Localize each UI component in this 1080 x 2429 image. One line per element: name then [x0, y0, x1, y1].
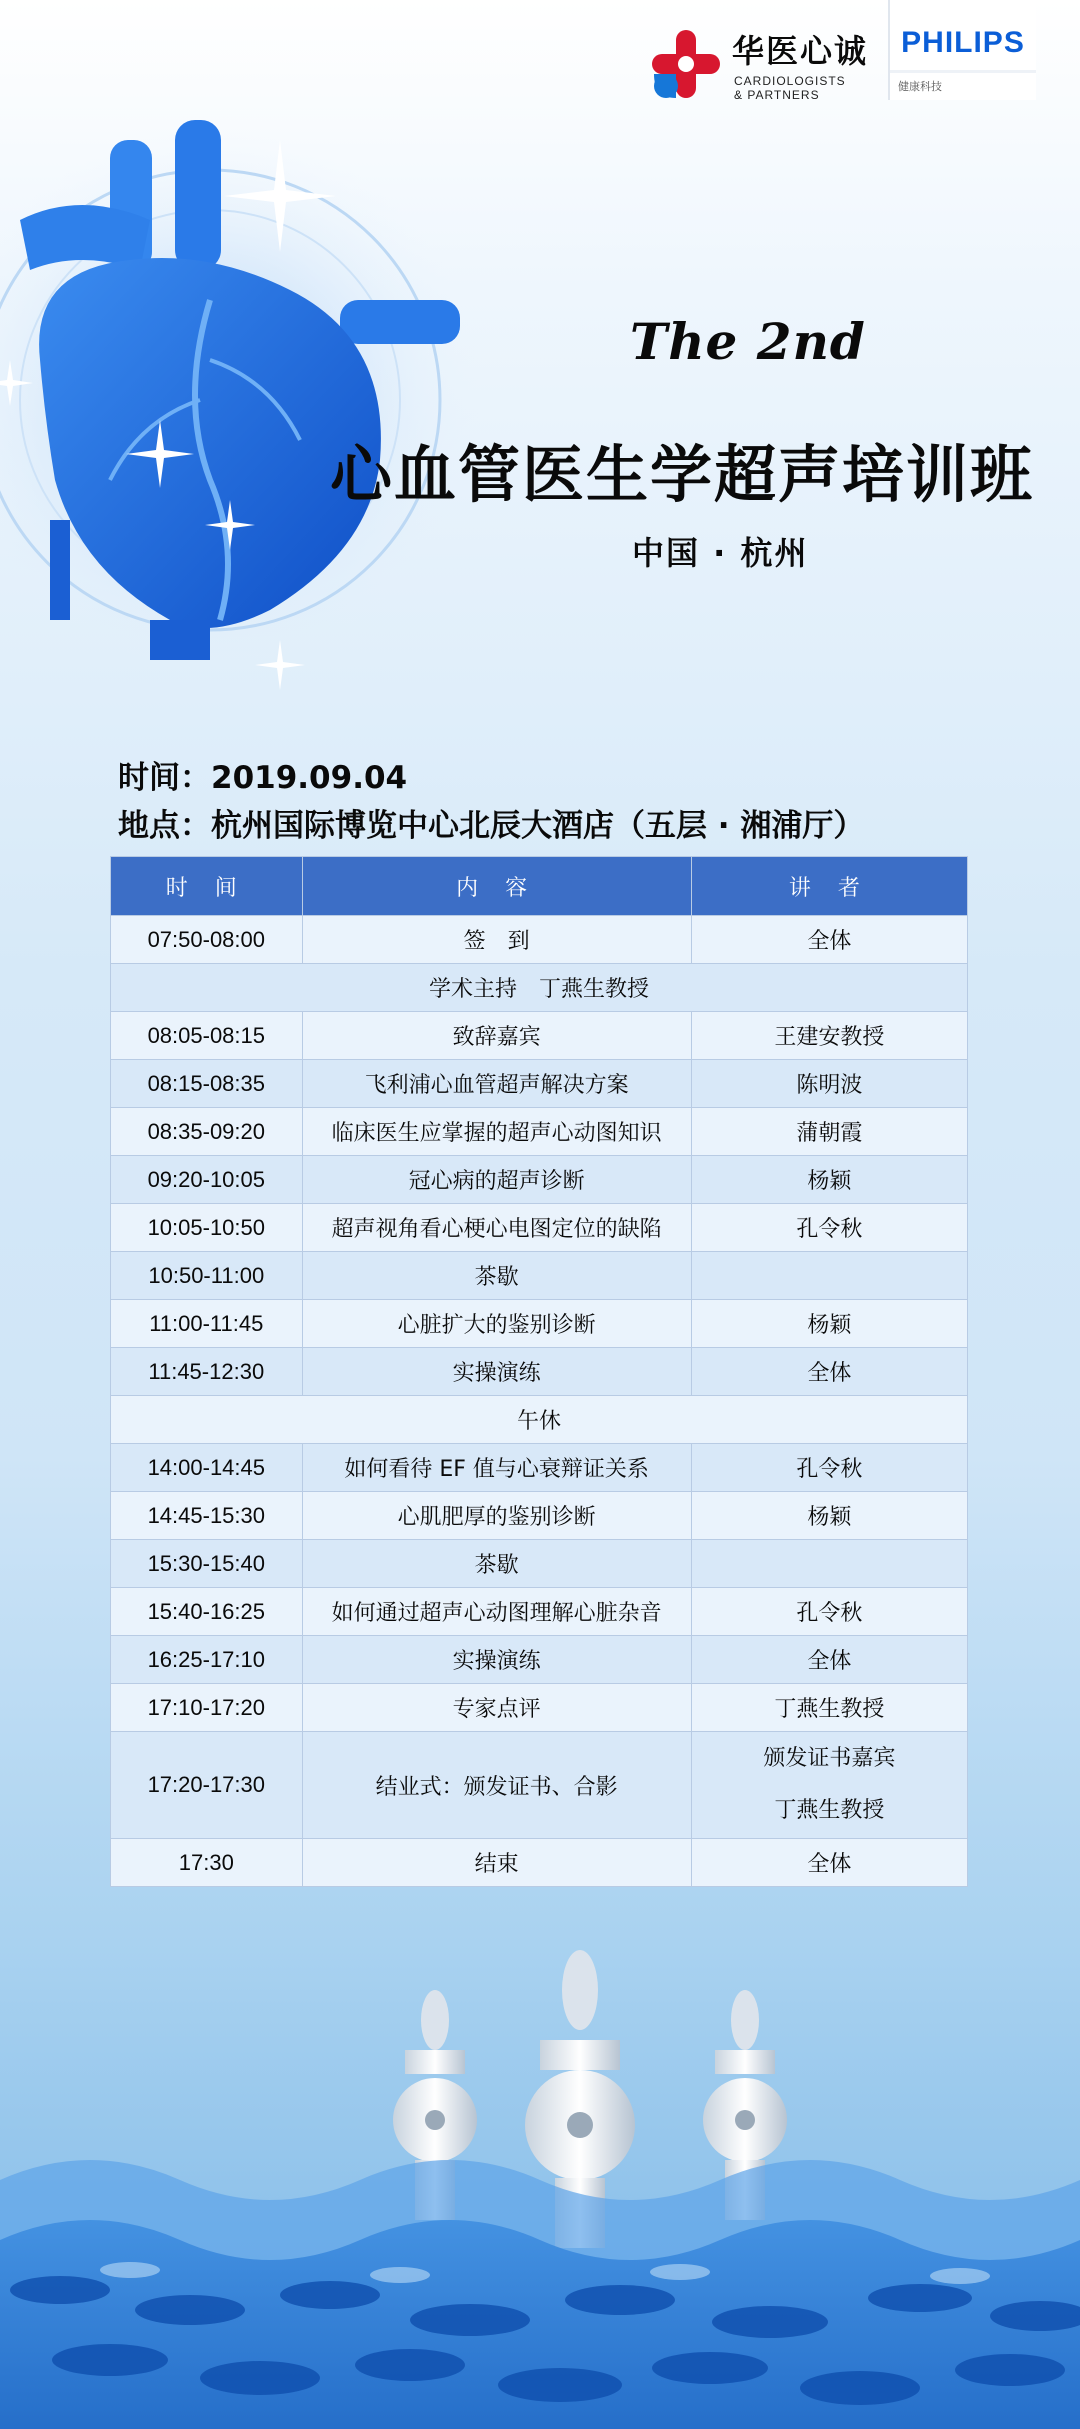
table-row	[111, 1492, 968, 1540]
row-content: 签 到	[302, 916, 691, 964]
row-time: 11:00-11:45	[111, 1300, 303, 1348]
col-header-time: 时 间	[111, 857, 303, 916]
edition-title: The 2nd	[630, 312, 866, 371]
event-venue: 地点：杭州国际博览中心北辰大酒店（五层 · 湘浦厅）	[118, 808, 865, 844]
row-speaker: 全体	[691, 1839, 967, 1887]
row-speaker: 丁燕生教授	[691, 1684, 967, 1732]
col-header-speaker: 讲 者	[691, 857, 967, 916]
table-row	[111, 1204, 968, 1252]
row-time: 09:20-10:05	[111, 1156, 303, 1204]
row-content: 心肌肥厚的鉴别诊断	[302, 1492, 691, 1540]
row-time: 07:50-08:00	[111, 916, 303, 964]
table-header-row	[111, 857, 968, 916]
row-speaker: 颁发证书嘉宾	[763, 1746, 896, 1771]
row-speaker: 全体	[691, 916, 967, 964]
row-content: 超声视角看心梗心电图定位的缺陷	[302, 1204, 691, 1252]
row-speaker	[691, 1252, 967, 1300]
row-speaker: 孔令秋	[691, 1444, 967, 1492]
row-content: 结束	[302, 1839, 691, 1887]
row-content: 实操演练	[302, 1348, 691, 1396]
table-row	[111, 1636, 968, 1684]
row-speaker: 杨颖	[691, 1300, 967, 1348]
brand-name-en-2: & PARTNERS	[734, 88, 820, 102]
row-time: 14:45-15:30	[111, 1492, 303, 1540]
row-content: 心脏扩大的鉴别诊断	[302, 1300, 691, 1348]
row-time: 08:15-08:35	[111, 1060, 303, 1108]
row-time: 15:30-15:40	[111, 1540, 303, 1588]
row-content: 结业式：颁发证书、合影	[302, 1732, 691, 1839]
row-content: 如何看待 EF 值与心衰辩证关系	[302, 1444, 691, 1492]
row-speaker: 全体	[691, 1636, 967, 1684]
table-row	[111, 1300, 968, 1348]
brand-name-en: CARDIOLOGISTS	[734, 74, 846, 88]
table-row	[111, 1060, 968, 1108]
row-speaker: 全体	[691, 1348, 967, 1396]
row-speaker-multi	[691, 1732, 967, 1839]
philips-divider	[890, 70, 1036, 73]
philips-logo	[888, 0, 1036, 100]
row-time: 17:20-17:30	[111, 1732, 303, 1839]
table-row	[111, 1348, 968, 1396]
row-content: 茶歇	[302, 1252, 691, 1300]
row-content: 临床医生应掌握的超声心动图知识	[302, 1108, 691, 1156]
row-span-note: 学术主持 丁燕生教授	[111, 964, 968, 1012]
row-content: 飞利浦心血管超声解决方案	[302, 1060, 691, 1108]
pagoda-waves-illustration	[0, 1950, 1080, 2429]
row-content: 实操演练	[302, 1636, 691, 1684]
medical-cross-logo-icon	[650, 28, 722, 100]
row-speaker: 陈明波	[691, 1060, 967, 1108]
row-content: 如何通过超声心动图理解心脏杂音	[302, 1588, 691, 1636]
row-time: 17:10-17:20	[111, 1684, 303, 1732]
brand-name-cn: 华医心诚	[732, 32, 869, 70]
table-row	[111, 1540, 968, 1588]
row-content: 茶歇	[302, 1540, 691, 1588]
table-row	[111, 964, 968, 1012]
table-row	[111, 916, 968, 964]
row-time: 17:30	[111, 1839, 303, 1887]
row-speaker-2: 丁燕生教授	[774, 1798, 885, 1823]
hyxc-logo	[650, 22, 900, 102]
row-speaker: 蒲朝霞	[691, 1108, 967, 1156]
row-speaker: 孔令秋	[691, 1204, 967, 1252]
location-subtitle: 中国 · 杭州	[632, 534, 809, 572]
table-row	[111, 1396, 968, 1444]
row-speaker	[691, 1540, 967, 1588]
table-row	[111, 1252, 968, 1300]
row-time: 14:00-14:45	[111, 1444, 303, 1492]
table-row	[111, 1732, 968, 1839]
row-time: 16:25-17:10	[111, 1636, 303, 1684]
row-span-note: 午休	[111, 1396, 968, 1444]
schedule-table	[110, 856, 968, 1887]
table-row	[111, 1156, 968, 1204]
row-time: 10:50-11:00	[111, 1252, 303, 1300]
heart-illustration	[0, 100, 480, 710]
row-time: 08:05-08:15	[111, 1012, 303, 1060]
philips-subtitle: 健康科技	[898, 80, 942, 93]
row-speaker: 杨颖	[691, 1156, 967, 1204]
col-header-content: 内 容	[302, 857, 691, 916]
table-row	[111, 1444, 968, 1492]
row-content: 致辞嘉宾	[302, 1012, 691, 1060]
row-speaker: 孔令秋	[691, 1588, 967, 1636]
table-row	[111, 1108, 968, 1156]
table-row	[111, 1684, 968, 1732]
row-content: 冠心病的超声诊断	[302, 1156, 691, 1204]
page-title: 心血管医生学超声培训班	[330, 438, 1035, 511]
row-time: 10:05-10:50	[111, 1204, 303, 1252]
table-row	[111, 1012, 968, 1060]
philips-wordmark: PHILIPS	[901, 26, 1025, 59]
row-speaker: 王建安教授	[691, 1012, 967, 1060]
table-row	[111, 1839, 968, 1887]
row-content: 专家点评	[302, 1684, 691, 1732]
row-time: 08:35-09:20	[111, 1108, 303, 1156]
row-speaker: 杨颖	[691, 1492, 967, 1540]
row-time: 15:40-16:25	[111, 1588, 303, 1636]
row-time: 11:45-12:30	[111, 1348, 303, 1396]
table-row	[111, 1588, 968, 1636]
event-date: 时间：2019.09.04	[118, 760, 408, 796]
